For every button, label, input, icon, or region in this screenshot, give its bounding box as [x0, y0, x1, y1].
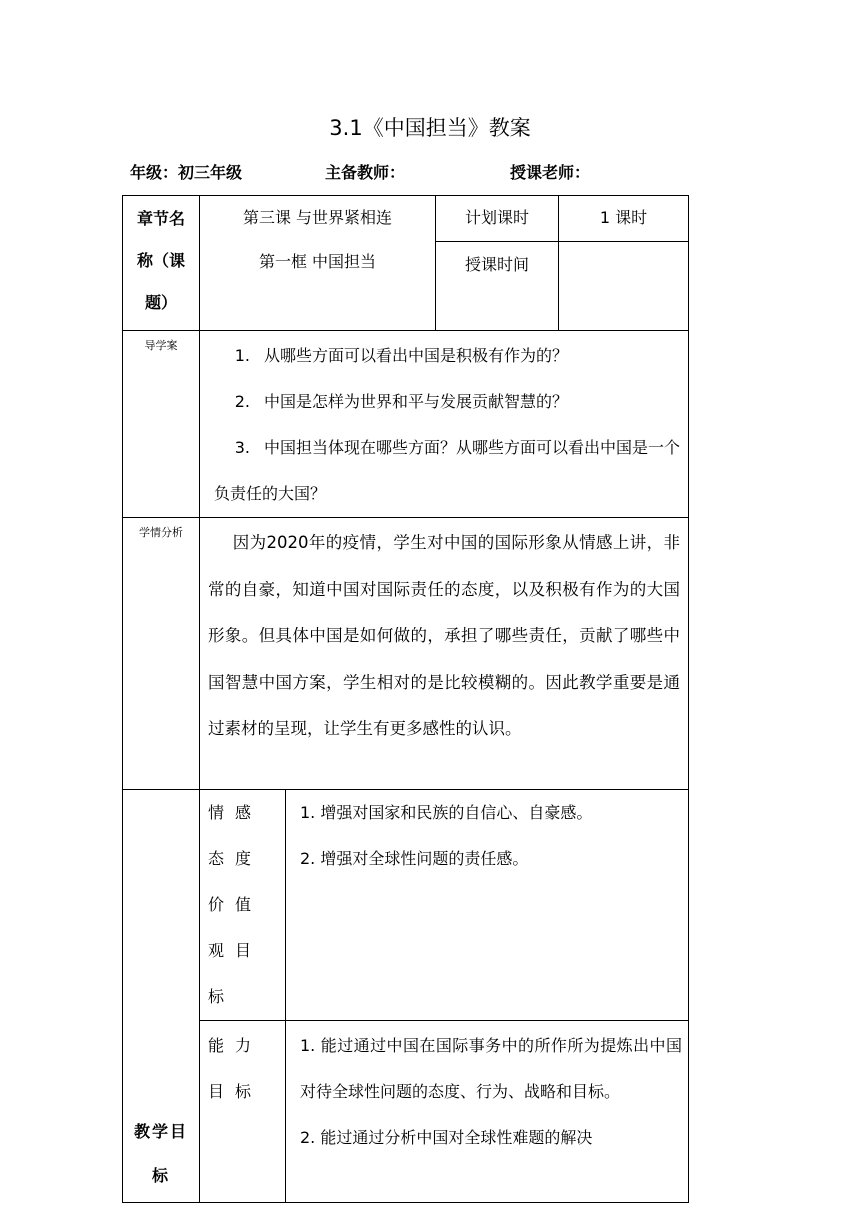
- emotion-label-cell: [200, 790, 286, 1021]
- planned-hours-value: 1 课时: [599, 208, 648, 227]
- guide-item-text: 从哪些方面可以看出中国是积极有作为的？: [264, 346, 569, 365]
- emotion-label: 情感态度价值观目标: [208, 803, 263, 1006]
- guide-content-cell: [200, 331, 689, 518]
- planned-hours-value-cell: [559, 196, 689, 242]
- guide-item-number: 3.: [234, 438, 250, 457]
- grade-label: 年级：初三年级: [130, 163, 243, 182]
- emotion-item: 2. 增强对全球性问题的责任感。: [300, 849, 529, 868]
- analysis-content-cell: [200, 518, 689, 790]
- document-title: 3.1《中国担当》教案: [329, 116, 531, 140]
- chapter-label-cell: [123, 196, 200, 331]
- goals-label-cell: [123, 790, 200, 1203]
- guide-label: 导学案: [144, 339, 178, 352]
- ability-label-cell: [200, 1021, 286, 1203]
- guide-label-cell: [123, 331, 200, 518]
- lesson-title-cell: [200, 196, 436, 331]
- lesson-plan-table: [122, 195, 689, 1203]
- ability-label: 能力目标: [208, 1036, 263, 1101]
- ability-item: 2. 能过通过分析中国对全球性难题的解决: [300, 1128, 593, 1147]
- planned-hours-label-cell: [436, 196, 559, 242]
- chapter-label: 章节名称（课题）: [136, 209, 185, 312]
- analysis-label: 学情分析: [139, 526, 183, 539]
- lesson-name: 第三课 与世界紧相连: [242, 208, 393, 227]
- emotion-item: 1. 增强对国家和民族的自信心、自豪感。: [300, 803, 593, 822]
- planned-hours-label: 计划课时: [464, 208, 529, 227]
- teacher-label: 授课老师：: [510, 163, 591, 182]
- teach-time-value-cell: [559, 242, 689, 331]
- analysis-label-cell: [123, 518, 200, 790]
- guide-item: [200, 379, 688, 425]
- guide-item: [200, 425, 688, 517]
- emotion-content-cell: [286, 790, 689, 1021]
- teach-time-label-cell: [436, 242, 559, 331]
- guide-item-text: 中国担当体现在哪些方面？从哪些方面可以看出中国是一个负责任的大国？: [214, 438, 681, 503]
- section-name: 第一框 中国担当: [258, 252, 377, 271]
- teach-time-label: 授课时间: [464, 255, 529, 274]
- ability-content-cell: [286, 1021, 689, 1203]
- guide-item-number: 2.: [234, 392, 250, 411]
- analysis-text: 因为2020年的疫情，学生对中国的国际形象从情感上讲，非常的自豪，知道中国对国际责任的态度，以及积极有作为的大国形象。但具体中国是如何做的，承担了哪些责任，贡献了哪些中国智慧中国方案，学生相对的是比较模糊的。因此教学重要是通过素材的呈现，让学生有更多感性的认识。: [208, 533, 680, 738]
- guide-item: [200, 333, 688, 379]
- guide-item-number: 1.: [234, 346, 250, 365]
- ability-item: 1. 能过通过中国在国际事务中的所作所为提炼出中国对待全球性问题的态度、行为、战略和目标。: [300, 1036, 682, 1101]
- main-teacher-label: 主备教师：: [325, 163, 406, 182]
- goals-label: 教学目标: [133, 1122, 188, 1185]
- guide-item-text: 中国是怎样为世界和平与发展贡献智慧的？: [264, 392, 569, 411]
